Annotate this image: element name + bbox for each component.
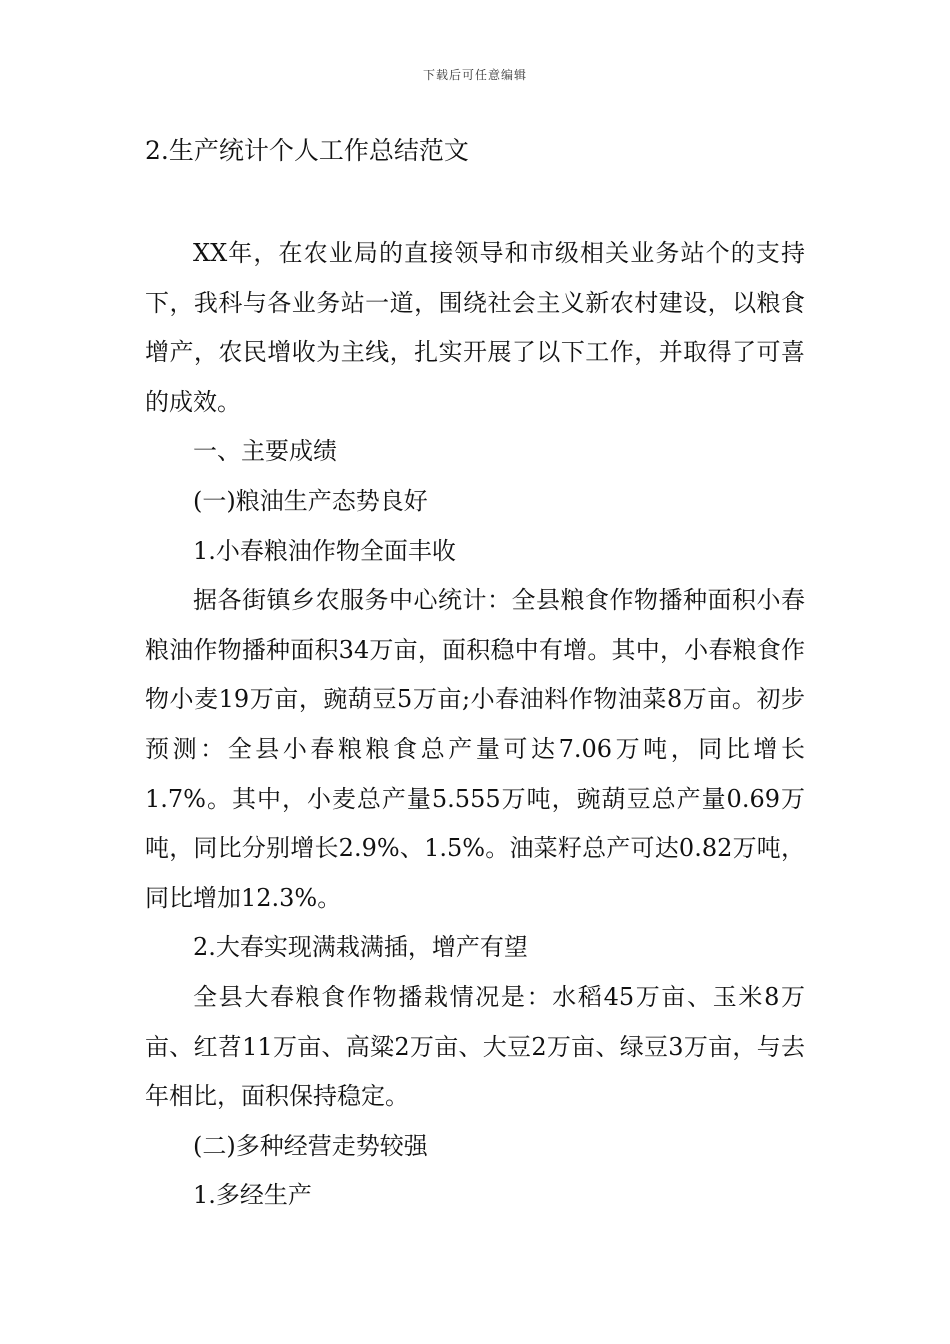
- paragraph-summer-planting-stats: 全县大春粮食作物播栽情况是：水稻45万亩、玉米8万亩、红苕11万亩、高粱2万亩、大豆2万亩、绿豆3万亩，与去年相比，面积保持稳定。: [145, 982, 805, 1111]
- section-heading-main-achievements: 一、主要成绩: [193, 437, 337, 466]
- paragraph-intro: XX年，在农业局的直接领导和市级相关业务站个的支持下，我科与各业务站一道，围绕社会主义新农村建设，以粮食增产，农民增收为主线，扎实开展了以下工作，并取得了可喜的成效。: [145, 239, 805, 416]
- document-title: 2.生产统计个人工作总结范文: [145, 136, 469, 165]
- item-heading-diversified-production: 1.多经生产: [193, 1181, 312, 1210]
- document-body: [145, 229, 805, 1221]
- item-heading-summer-planting: 2.大春实现满栽满插，增产有望: [193, 933, 528, 962]
- subsection-heading-grain-oil: (一)粮油生产态势良好: [193, 486, 428, 515]
- subsection-heading-diversified: (二)多种经营走势较强: [193, 1131, 428, 1160]
- header-note: 下载后可任意编辑: [422, 68, 527, 82]
- paragraph-spring-crop-stats: 据各街镇乡农服务中心统计：全县粮食作物播种面积小春粮油作物播种面积34万亩，面积稳中有增。其中，小春粮食作物小麦19万亩，豌葫豆5万亩;小春油料作物油菜8万亩。初步预测：全县小春粮粮食总产量可达7.06万吨，同比增长1.7%。其中，小麦总产量5.555万吨，豌葫豆总产量0.69万吨，同比分别增长2.9%、1.5%。油菜籽总产可达0.82万吨，同比增加12.3%。: [145, 586, 805, 912]
- item-heading-spring-crops: 1.小春粮油作物全面丰收: [193, 536, 456, 565]
